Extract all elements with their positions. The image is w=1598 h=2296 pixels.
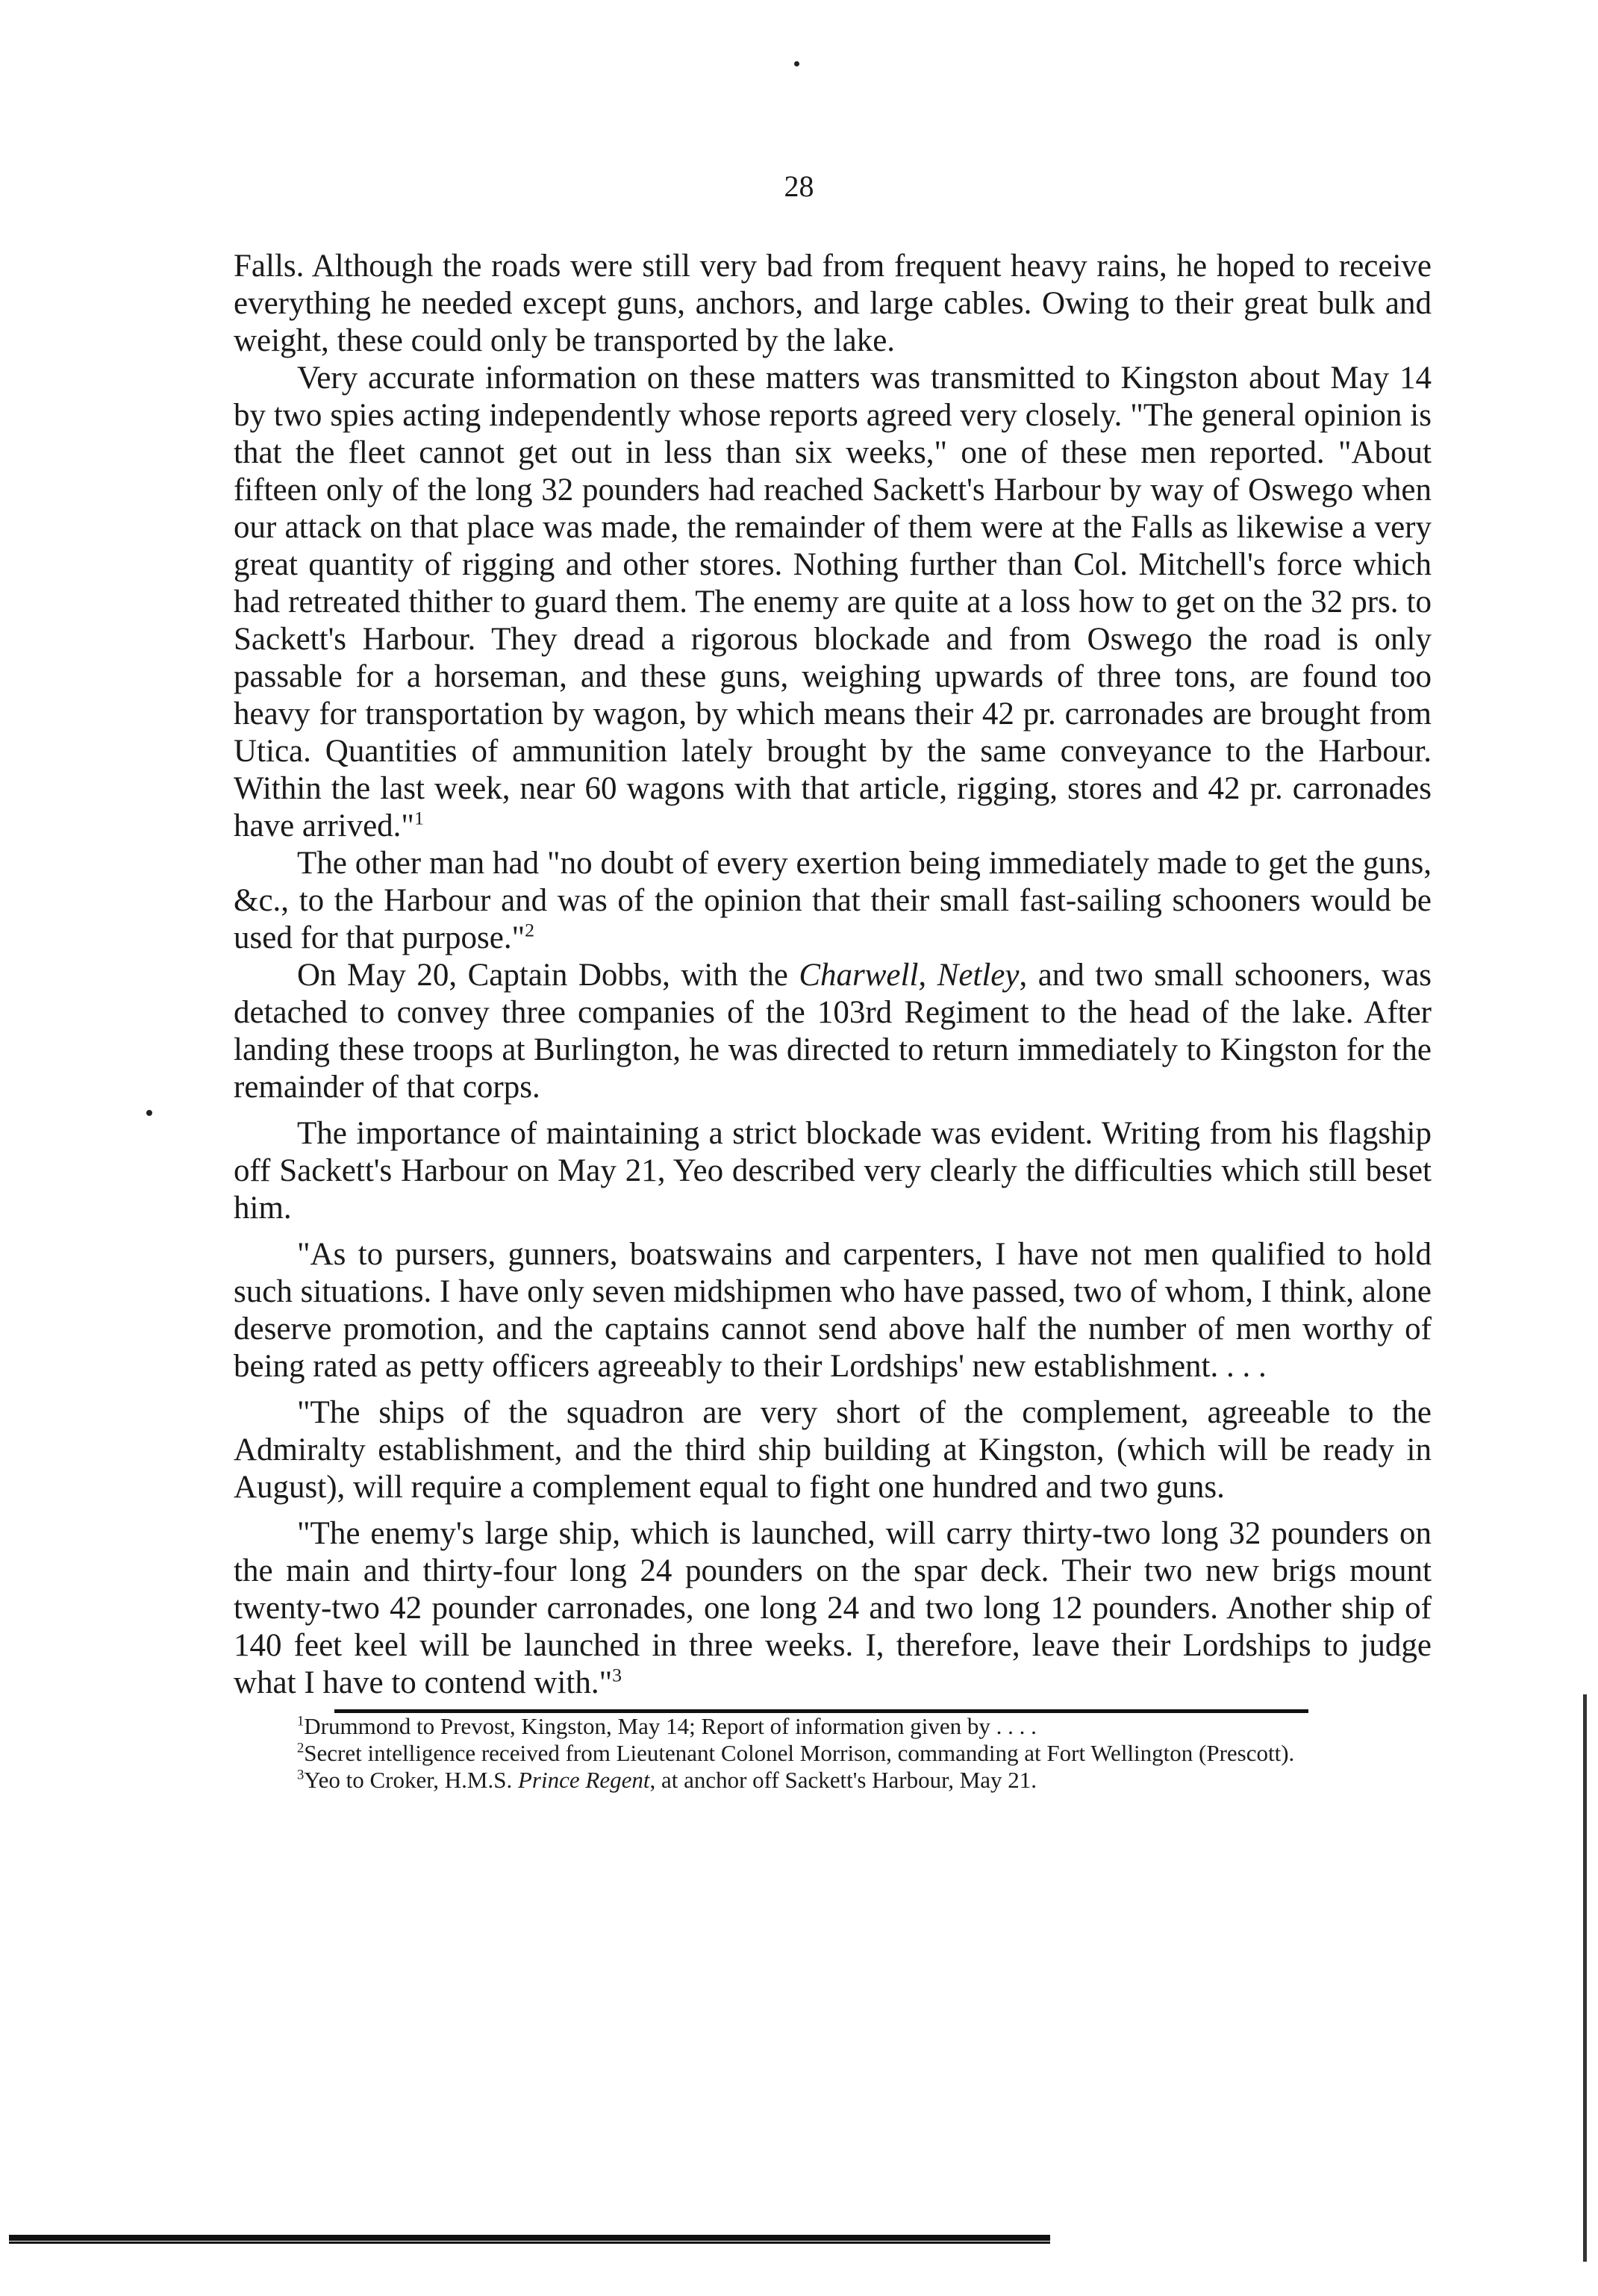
- quote-paragraph-1: "As to pursers, gunners, boatswains and carpenters, I have not men qualified to hold such situations. I have only seven midshipmen who have passed, two of whom, I think, alone deserve promotion, and the captains cannot send above half the number of men worthy of being rated as petty officers agreeably to their Lordships' new establishment. . . .: [234, 1237, 1432, 1384]
- paragraph-2: Very accurate information on these matters was transmitted to Kingston about May 14 by two spies acting independently whose reports agreed very closely. "The general opinion is that the fleet cannot get out in less than six weeks," one of these men reported. "About fifteen only of the long 32 pounders had reached Sackett's Harbour by way of Oswego when our attack on that place was made, the remainder of them were at the Falls as likewise a very great quantity of rigging and other stores. Nothing further than Col. Mitchell's force which had retreated thither to guard them. The enemy are quite at a loss how to get on the 32 prs. to Sackett's Harbour. They dread a rigorous blockade and from Oswego the road is only passable for a horseman, and these guns, weighing upwards of three tons, are found too heavy for transportation by wagon, by which means their 42 pr. carronades are brought from Utica. Quantities of ammunition lately brought by the same conveyance to the Harbour. Within the last week, near 60 wagons with that article, rigging, stores and 42 pr. carronades have arrived."$^1$: [234, 361, 1432, 843]
- quote-paragraph-3: "The enemy's large ship, which is launched, will carry thirty-two long 32 pounders on the main and thirty-four long 24 pounders on the spar deck. Their two new brigs mount twenty-two 42 pounder carronades, one long 24 and two long 12 pounders. Another ship of 140 feet keel will be launched in three weeks. I, therefore, leave their Lordships to judge what I have to contend with."$^3$: [234, 1516, 1432, 1700]
- right-edge-scan-mark: [1583, 1694, 1587, 2262]
- footnote-ref-1: 1: [413, 807, 424, 829]
- bottom-scan-line: [9, 2242, 1050, 2244]
- main-text: [234, 248, 1432, 1794]
- paragraph-4: On May 20, Captain Dobbs, with the Charwell, Netley, and two small schooners, was detached to convey three companies of the 103rd Regiment to the head of the lake. After landing these troops at Burlington, he was directed to return immediately to Kingston for the remainder of that corps.: [234, 958, 1432, 1105]
- footnote-3: $^3$Yeo to Croker, H.M.S. Prince Regent, at anchor off Sackett's Harbour, May 21.: [297, 1767, 1037, 1793]
- page-number: 28: [784, 169, 814, 203]
- footnote-ref-3: 3: [612, 1664, 622, 1686]
- footnote-1: $^1$Drummond to Prevost, Kingston, May 14; Report of information given by . . . .: [297, 1713, 1037, 1739]
- paragraph-3: The other man had "no doubt of every exertion being immediately made to get the guns, &c., to the Harbour and was of the opinion that their small fast-sailing schooners would be used for that purpose."$^2$: [234, 846, 1432, 955]
- ship-names: Charwell, Netley: [799, 958, 1020, 993]
- bottom-scan-bar: [9, 2235, 1050, 2241]
- footnote-ref-2: 2: [525, 919, 535, 941]
- footnotes: [234, 1713, 1432, 1794]
- stray-dot-mark: [794, 61, 799, 66]
- quote-paragraph-2: "The ships of the squadron are very short of the complement, agreeable to the Admiralty establishment, and the third ship building at Kingston, (which will be ready in August), will require a complement equal to fight one hundred and two guns.: [234, 1395, 1432, 1505]
- paragraph-5: The importance of maintaining a strict blockade was evident. Writing from his flagship off Sackett's Harbour on May 21, Yeo described very clearly the difficulties which still beset him.: [234, 1116, 1432, 1226]
- margin-bullet-mark: [146, 1110, 152, 1116]
- paragraph-1: Falls. Although the roads were still very bad from frequent heavy rains, he hoped to receive everything he needed except guns, anchors, and large cables. Owing to their great bulk and weight, these could only be transported by the lake.: [234, 249, 1432, 358]
- footnote-2: $^2$Secret intelligence received from Lieutenant Colonel Morrison, commanding at Fort Wellington (Prescott).: [297, 1740, 1295, 1766]
